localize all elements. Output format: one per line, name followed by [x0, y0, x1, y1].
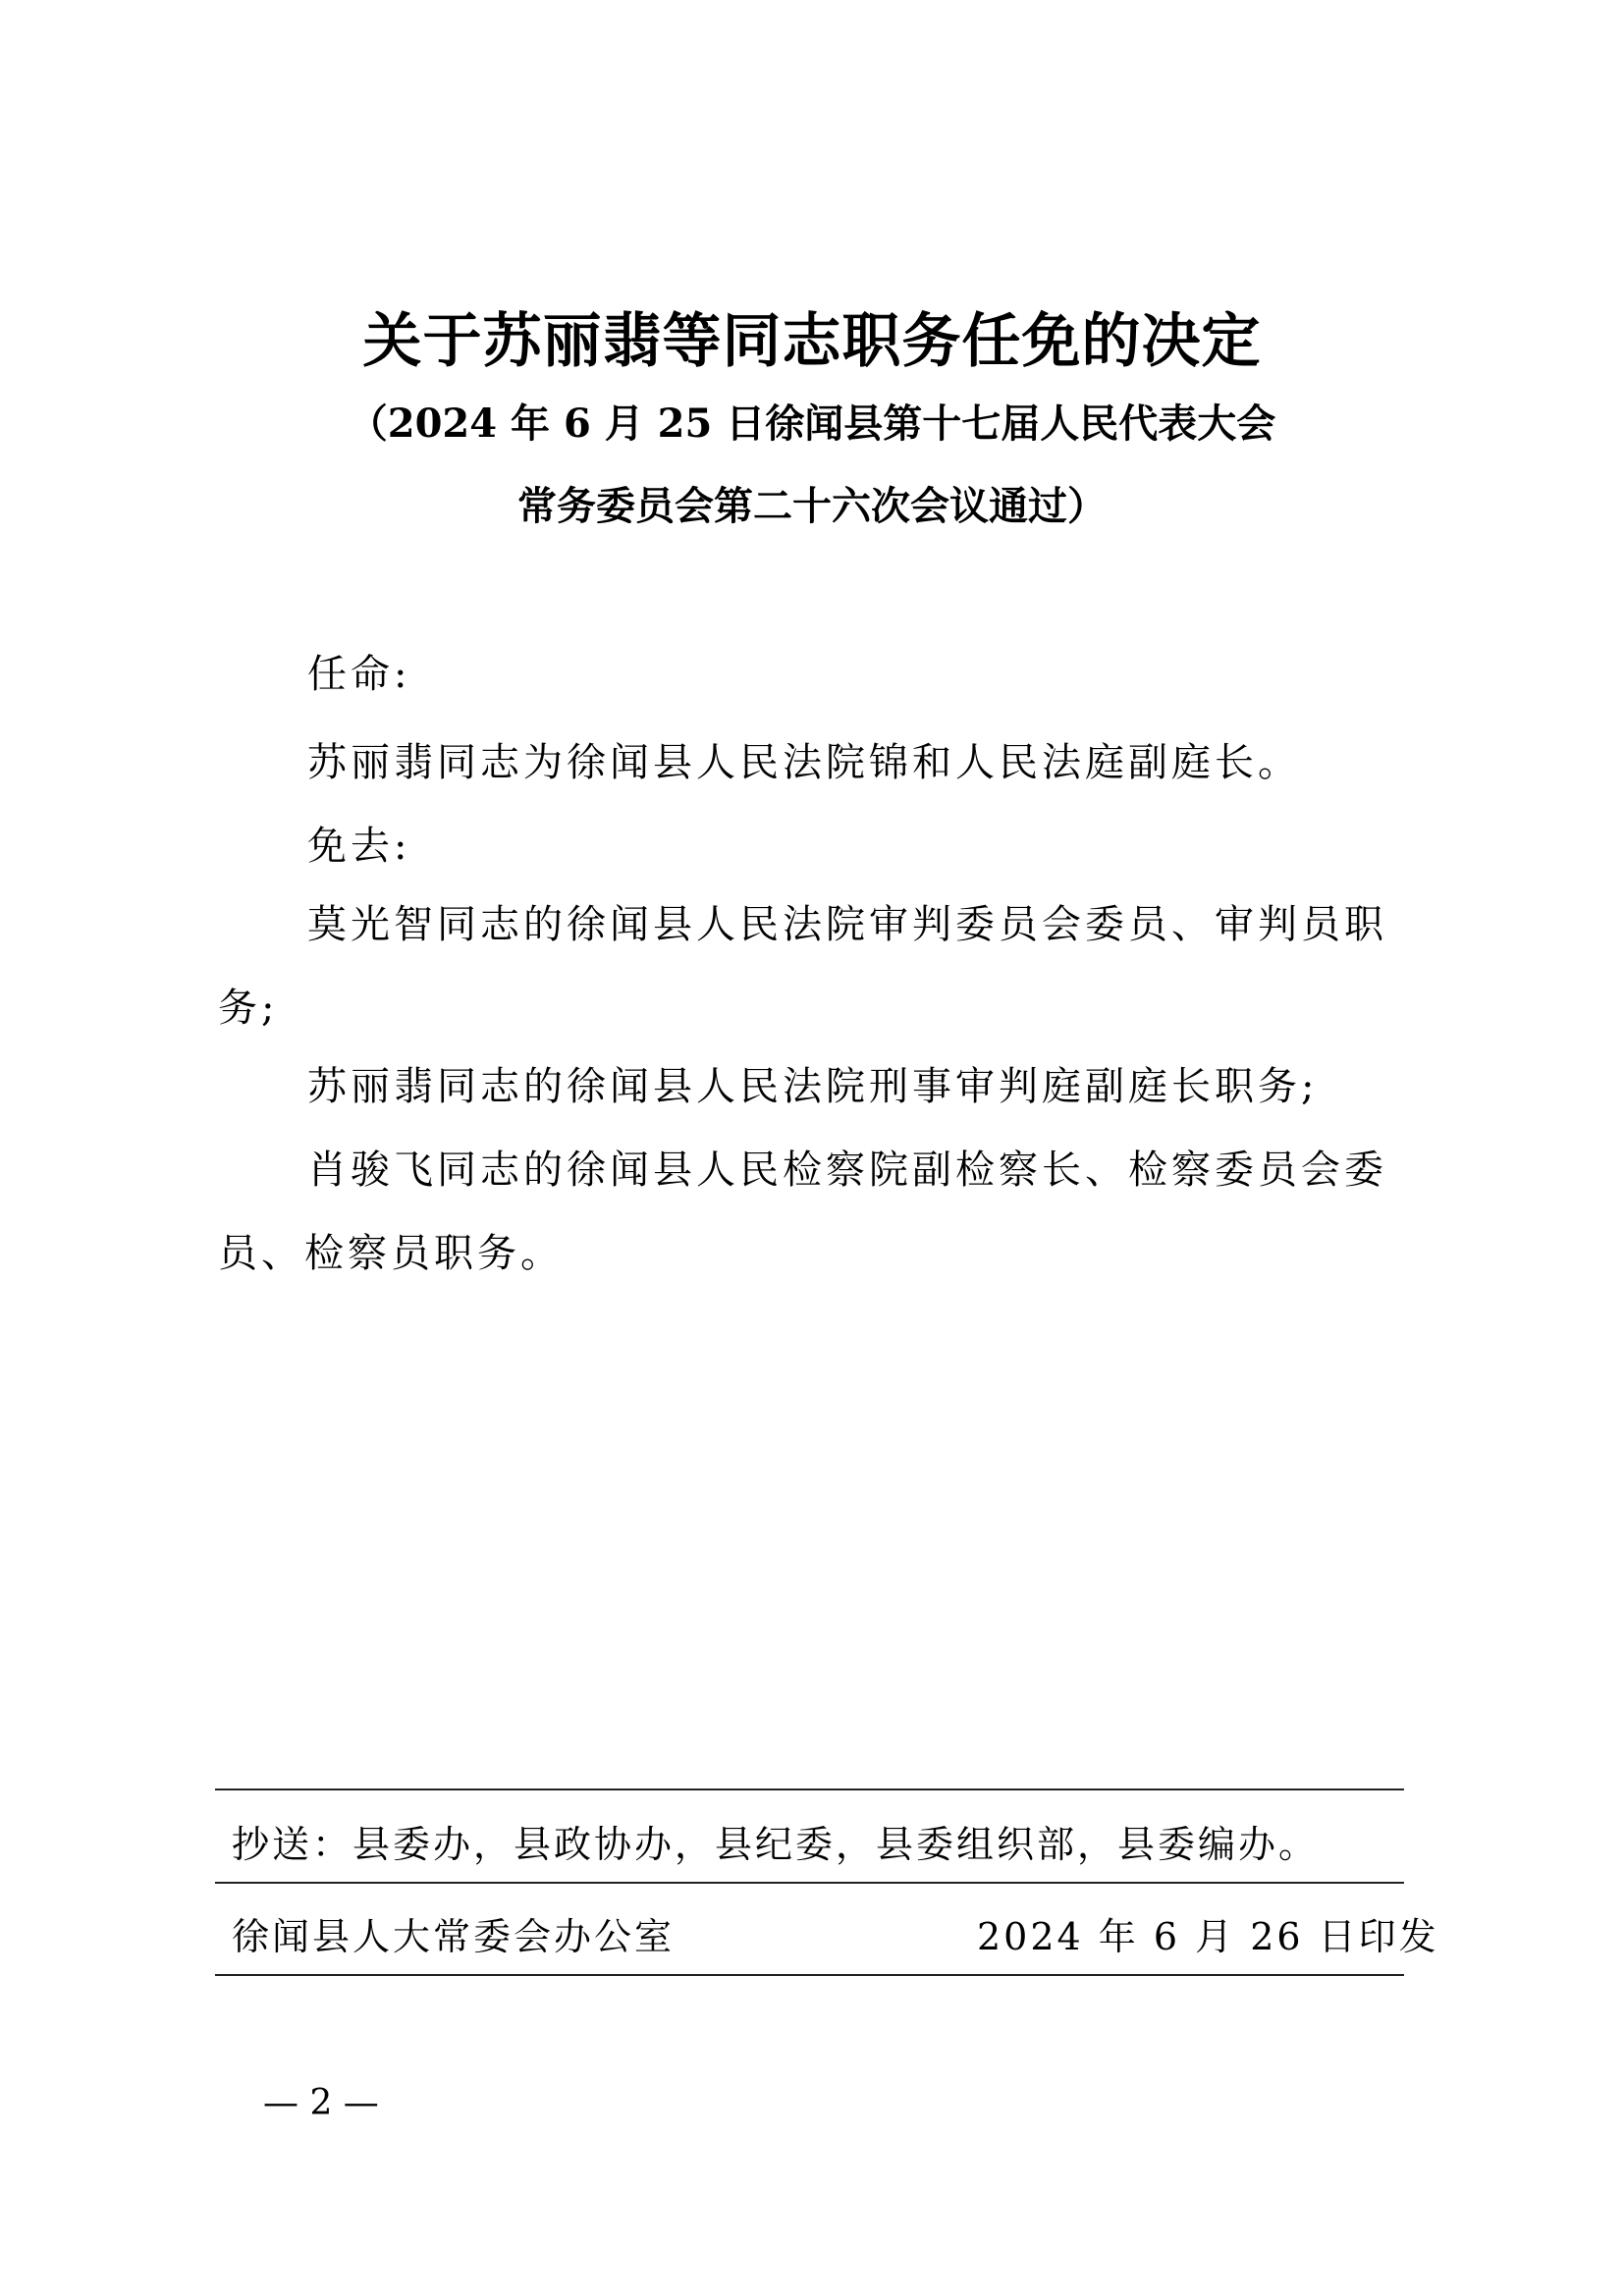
issuer: 徐闻县人大常委会办公室 [232, 1915, 676, 1958]
dismiss-item-line: 苏丽翡同志的徐闻县人民法院刑事审判庭副庭长职务; [307, 1064, 1319, 1109]
cc-list: 抄送：县委办，县政协办，县纪委，县委组织部，县委编办。 [232, 1823, 1320, 1866]
appoint-heading: 任命: [307, 652, 411, 697]
document-title: 关于苏丽翡等同志职务任免的决定 [362, 307, 1262, 376]
appoint-item: 苏丽翡同志为徐闻县人民法院锦和人民法庭副庭长。 [307, 740, 1301, 785]
dismiss-item-line: 务; [218, 986, 279, 1031]
issue-date: 2024 年 6 月 26 日印发 [977, 1915, 1439, 1958]
footer-bottom-rule [215, 1974, 1404, 1976]
dismiss-item-line: 员、检察员职务。 [218, 1231, 564, 1276]
document-subtitle-line1: （2024 年 6 月 25 日徐闻县第十七届人民代表大会 [348, 400, 1276, 447]
document-subtitle-line2: 常务委员会第二十六次会议通过） [517, 483, 1107, 529]
footer-middle-rule [215, 1882, 1404, 1884]
dismiss-item-line: 莫光智同志的徐闻县人民法院审判委员会委员、审判员职 [307, 902, 1387, 947]
dismiss-heading: 免去: [307, 824, 411, 869]
page-number: — 2 — [263, 2083, 379, 2123]
footer-top-rule [215, 1789, 1404, 1790]
dismiss-item-line: 肖骏飞同志的徐闻县人民检察院副检察长、检察委员会委 [307, 1148, 1387, 1193]
